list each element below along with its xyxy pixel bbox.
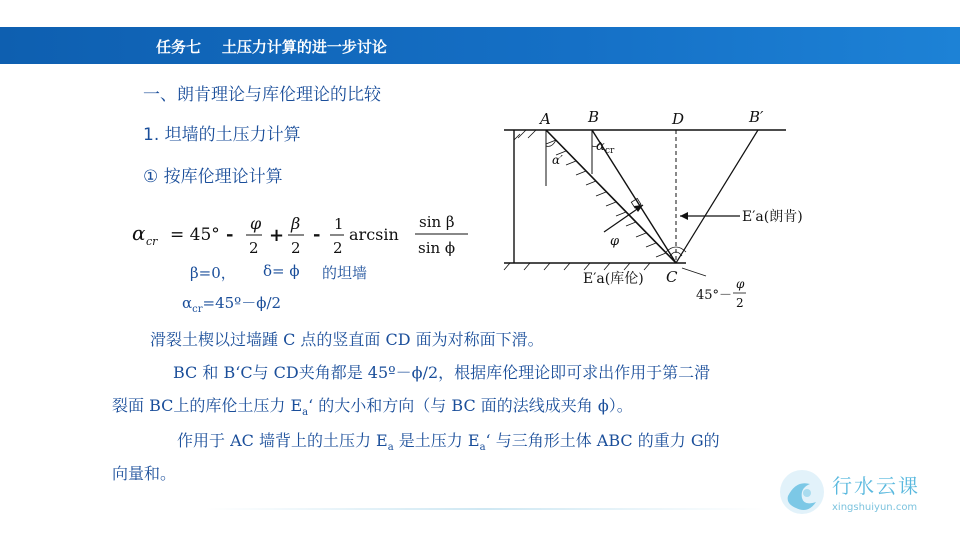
paragraph-line-2: BC 和 B‘C与 CD夹角都是 45º－ϕ/2，根据库伦理论即可求出作用于第二滑 <box>173 363 711 382</box>
slip-plane-BpC <box>676 130 758 263</box>
condition-tail: 的坦墙 <box>322 264 368 282</box>
label-B: B <box>588 108 600 126</box>
label-angle-45: 45°－ <box>696 288 733 303</box>
paragraph-line-1: 滑裂土楔以过墙踵 C 点的竖直面 CD 面为对称面下滑。 <box>150 330 544 349</box>
paragraph-line-4-sub-1: a <box>387 442 394 454</box>
label-C: C <box>666 268 678 286</box>
formula-arcsin: arcsin <box>349 225 399 244</box>
paragraph-line-3-sub: a <box>302 407 309 419</box>
header-bar <box>0 27 960 64</box>
section-heading: 一、朗肯理论与库伦理论的比较 <box>143 85 381 105</box>
formula-minus-1: - <box>226 224 234 245</box>
label-angle-2: 2 <box>736 296 744 310</box>
leader-45 <box>682 268 706 276</box>
condition-alpha-value: =45º－ϕ/2 <box>202 294 282 312</box>
label-ea-coulomb: E′a(库伦) <box>583 271 644 287</box>
formula-frac4-den: sin ϕ <box>418 239 456 257</box>
condition-beta: β=0， <box>190 264 236 282</box>
formula-frac3-den: 2 <box>333 239 343 257</box>
condition-alpha-symbol: α <box>182 294 193 312</box>
condition-alpha-sub: cr <box>192 304 203 315</box>
logo-name: 行水云课 <box>832 474 920 498</box>
paragraph-line-3 <box>112 393 633 418</box>
label-ea-rankine: E′a(朗肯) <box>742 209 803 225</box>
method-label: ① 按库伦理论计算 <box>143 167 283 187</box>
footer-rule <box>205 508 765 510</box>
formula-frac1-den: 2 <box>249 239 259 257</box>
condition-alpha <box>182 292 281 315</box>
formula-frac2-num: β <box>291 214 301 233</box>
formula-minus-2: - <box>313 224 321 245</box>
formula-plus: + <box>269 225 285 246</box>
logo-url: xingshuiyun.com <box>832 502 918 513</box>
formula-lhs-sub: cr <box>146 235 158 248</box>
formula-eq-45: = 45° <box>170 225 220 245</box>
paragraph-line-5: 向量和。 <box>112 464 177 483</box>
formula-frac4-num: sin β <box>419 213 455 231</box>
label-D: D <box>672 110 685 128</box>
alpha-cr-formula <box>130 205 480 265</box>
label-alpha-cr-sub: cr <box>605 146 615 156</box>
base-hatch <box>504 263 650 270</box>
paragraph-line-4-a: 作用于 AC 墙背上的土压力 E <box>177 431 388 450</box>
label-Bp: B′ <box>749 108 764 126</box>
coulomb-rankine-diagram <box>500 104 815 316</box>
wave-icon <box>780 470 824 514</box>
paragraph-line-3-b: ‘ 的大小和方向（与 BC 面的法线成夹角 ϕ）。 <box>308 396 633 415</box>
paragraph-line-3-a: 裂面 BC上的库伦土压力 E <box>112 396 303 415</box>
paragraph-line-4-c: ‘ 与三角形土体 ABC 的重力 G的 <box>485 431 720 450</box>
label-angle-phi: φ <box>736 277 745 291</box>
wall-hatch <box>514 130 666 257</box>
formula-frac3-num: 1 <box>334 215 344 233</box>
label-A: A <box>540 110 551 128</box>
formula-frac1-num: φ <box>250 214 262 233</box>
arrow-rankine-head <box>680 212 688 220</box>
paragraph-line-4-sub-2: a <box>479 442 486 454</box>
condition-delta: δ= ϕ <box>263 262 300 280</box>
formula-frac2-den: 2 <box>291 239 301 257</box>
paragraph-line-4-b: 是土压力 E <box>393 431 480 450</box>
subheading: 1. 坦墙的土压力计算 <box>143 125 301 145</box>
paragraph-line-4 <box>177 428 720 453</box>
page-title: 任务七 土压力计算的进一步讨论 <box>156 38 387 56</box>
label-phi: φ <box>610 234 620 249</box>
brand-logo <box>778 466 958 522</box>
formula-lhs: α <box>132 221 146 245</box>
label-alpha-prime: α′ <box>552 153 563 167</box>
label-alpha-cr: α <box>596 139 605 154</box>
